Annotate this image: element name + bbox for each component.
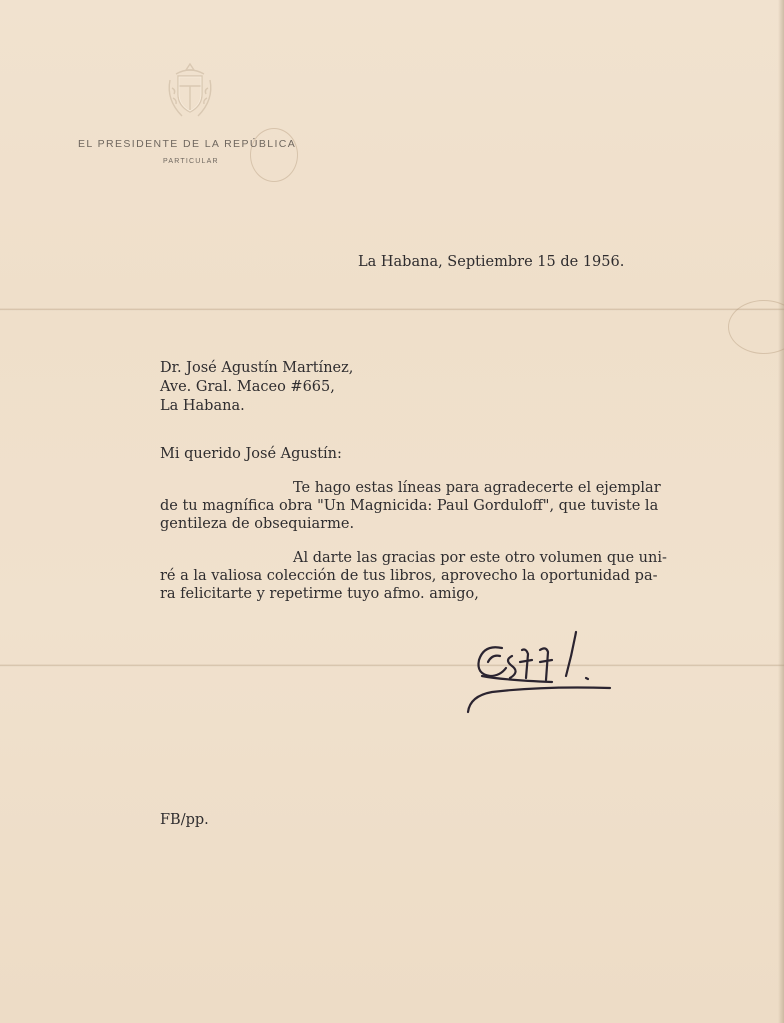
paragraph1-line1: Te hago estas líneas para agradecerte el ejemplar bbox=[293, 480, 661, 496]
salutation: Mi querido José Agustín: bbox=[160, 446, 342, 462]
paper-stain bbox=[728, 300, 784, 354]
fold-line-lower bbox=[0, 664, 784, 667]
letterhead-title: EL PRESIDENTE DE LA REPÚBLICA bbox=[78, 138, 297, 150]
paragraph2-line3: ra felicitarte y repetirme tuyo afmo. amigo, bbox=[160, 586, 479, 602]
coat-of-arms-emblem bbox=[162, 60, 218, 122]
paragraph2-line1: Al darte las gracias por este otro volumen que uni- bbox=[293, 550, 667, 566]
recipient-street: Ave. Gral. Maceo #665, bbox=[160, 379, 335, 395]
paper-edge bbox=[778, 0, 784, 1023]
paper-stain bbox=[250, 128, 298, 182]
recipient-name: Dr. José Agustín Martínez, bbox=[160, 360, 354, 376]
fold-line-upper bbox=[0, 308, 784, 311]
reference-initials: FB/pp. bbox=[160, 812, 209, 828]
letterhead-subtitle: PARTICULAR bbox=[163, 158, 219, 165]
letter-date: La Habana, Septiembre 15 de 1956. bbox=[358, 254, 625, 270]
paragraph1-line2: de tu magnífica obra "Un Magnicida: Paul Gorduloff", que tuviste la bbox=[160, 498, 659, 514]
handwritten-signature bbox=[462, 626, 622, 721]
recipient-city: La Habana. bbox=[160, 398, 245, 414]
paragraph2-line2: ré a la valiosa colección de tus libros, aprovecho la oportunidad pa- bbox=[160, 568, 658, 584]
paragraph1-line3: gentileza de obsequiarme. bbox=[160, 516, 355, 532]
